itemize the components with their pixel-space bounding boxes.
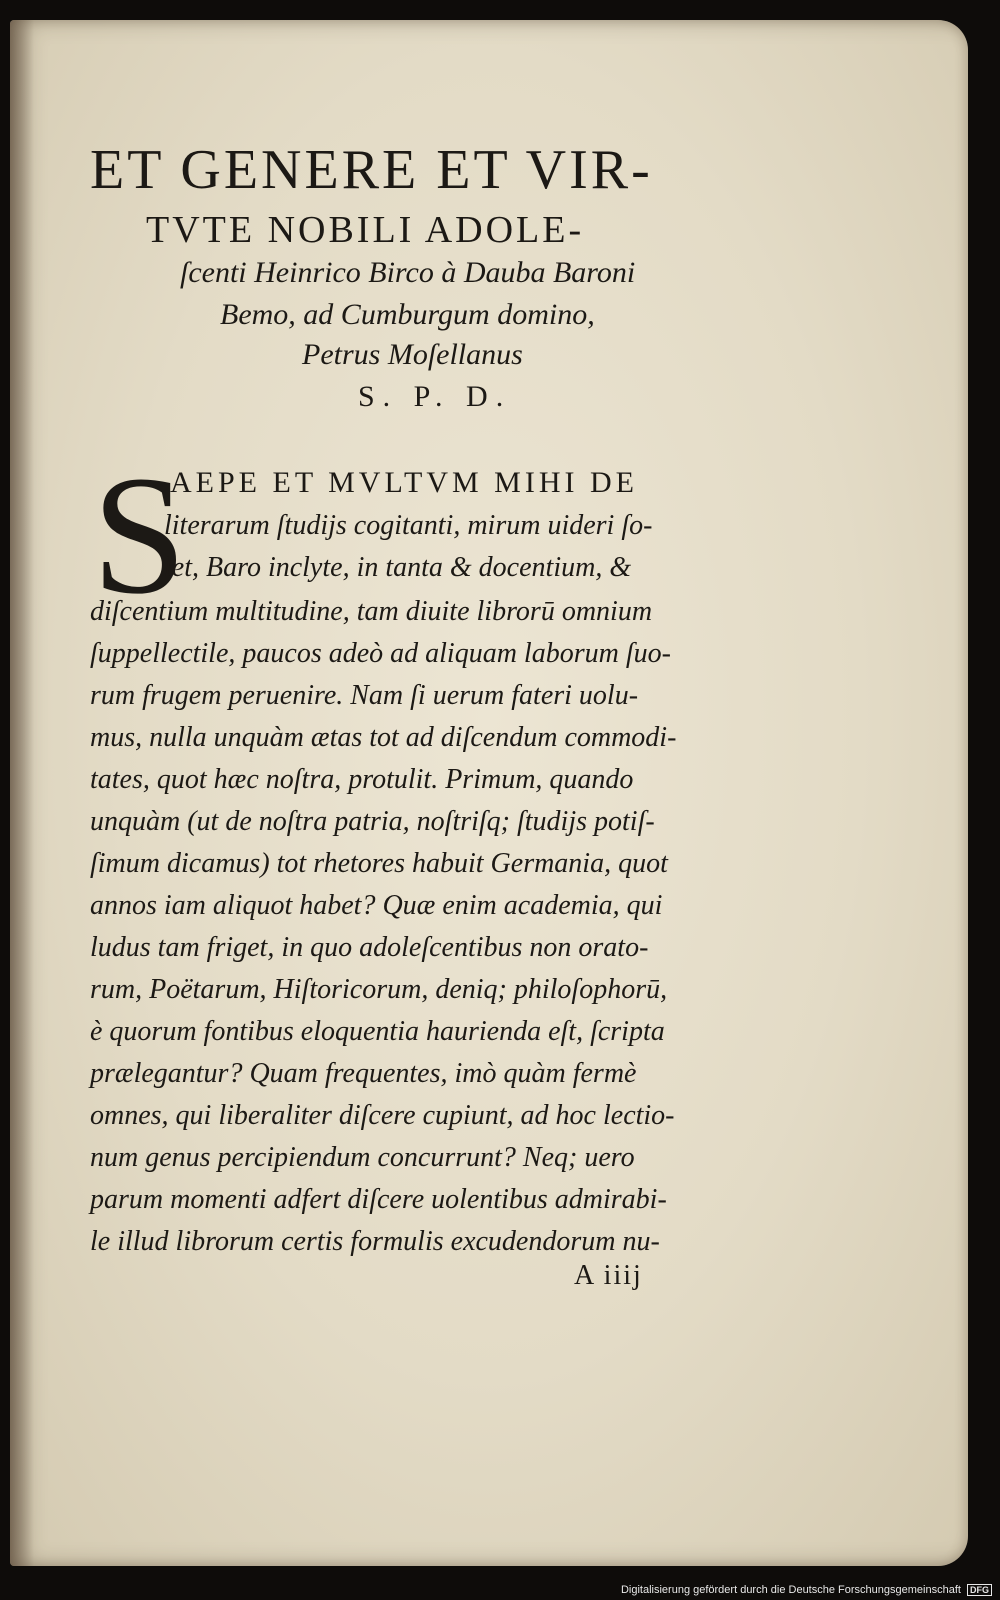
body-line: mus, nulla unquàm ætas tot ad diſcendum commodi- — [90, 722, 677, 753]
body-line: let, Baro inclyte, in tanta & docentium, & — [164, 552, 632, 583]
body-line: rum, Poëtarum, Hiſtoricorum, deniq; philoſophorū, — [90, 974, 668, 1005]
body-line: omnes, qui liberaliter diſcere cupiunt, ad hoc lectio- — [90, 1100, 675, 1131]
heading-line-2: TVTE NOBILI ADOLE- — [146, 209, 585, 251]
heading-line-1: ET GENERE ET VIR- — [90, 139, 653, 201]
spine-shadow — [10, 20, 34, 1566]
body-line: diſcentium multitudine, tam diuite librorū omnium — [90, 596, 653, 627]
body-first-line: AEPE ET MVLTVM MIHI DE — [170, 466, 638, 499]
book-page — [10, 20, 968, 1566]
heading-line-4: Bemo, ad Cumburgum domino, — [220, 298, 595, 331]
body-line: prælegantur? Quam frequentes, imò quàm fermè — [90, 1058, 637, 1089]
signature-mark: A iiij — [574, 1260, 643, 1291]
body-line: ſimum dicamus) tot rhetores habuit Germania, quot — [90, 848, 668, 879]
body-line: literarum ſtudijs cogitanti, mirum uideri ſo- — [164, 510, 653, 541]
body-line: le illud librorum certis formulis excudendorum nu- — [90, 1226, 660, 1257]
body-line: annos iam aliquot habet? Quæ enim academia, qui — [90, 890, 663, 921]
body-line: unquàm (ut de noſtra patria, noſtriſq; ſtudijs potiſ- — [90, 806, 655, 837]
dfg-logo: DFG — [967, 1584, 992, 1596]
body-line: rum frugem peruenire. Nam ſi uerum fateri uolu- — [90, 680, 639, 711]
body-line: num genus percipiendum concurrunt? Neq; uero — [90, 1142, 635, 1173]
body-line: ludus tam friget, in quo adoleſcentibus non orato- — [90, 932, 649, 963]
body-line: è quorum fontibus eloquentia haurienda eſt, ſcripta — [90, 1016, 665, 1047]
heading-line-3: ſcenti Heinrico Birco à Dauba Baroni — [180, 256, 636, 289]
body-line: ſuppellectile, paucos adeò ad aliquam laborum ſuo- — [90, 638, 671, 669]
digitization-credit — [621, 1584, 992, 1596]
body-line: parum momenti adfert diſcere uolentibus admirabi- — [90, 1184, 667, 1215]
credit-text: Digitalisierung gefördert durch die Deutsche Forschungsgemeinschaft — [620, 1584, 961, 1596]
heading-line-5: Petrus Moſellanus — [302, 338, 523, 371]
body-line: tates, quot hæc noſtra, protulit. Primum, quando — [90, 764, 634, 795]
drop-cap-initial: S — [92, 441, 187, 629]
heading-line-6: S. P. D. — [358, 380, 512, 413]
